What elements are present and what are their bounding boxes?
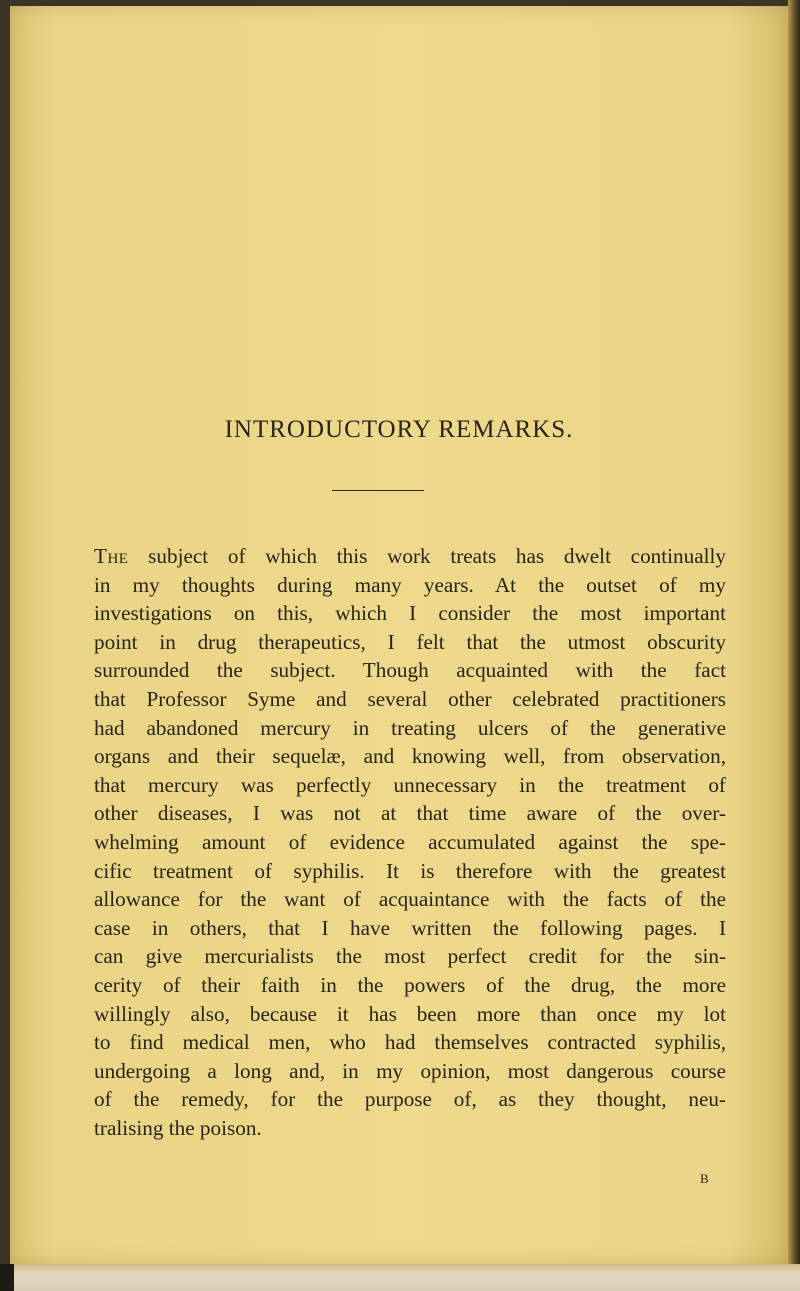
book-page: [10, 6, 788, 1264]
book-bottom-edge: [0, 1264, 800, 1291]
text-line-3: investigations on this, which I consider the most important: [94, 601, 726, 626]
text-line-21: tralising the poison.: [94, 1115, 262, 1140]
text-line-4: point in drug therapeutics, I felt that the utmost obscurity: [94, 629, 726, 654]
text-line-5: surrounded the subject. Though acquainted with the fact: [94, 658, 726, 683]
dark-corner: [0, 1264, 14, 1291]
text-line-12: cific treatment of syphilis. It is therefore with the greatest: [94, 858, 726, 883]
text-line-13: allowance for the want of acquaintance with the facts of the: [94, 887, 726, 912]
text-line-10: other diseases, I was not at that time aware of the over-: [94, 801, 726, 826]
chapter-title: INTRODUCTORY REMARKS.: [224, 416, 574, 443]
text-line-6: that Professor Syme and several other celebrated practitioners: [94, 686, 726, 711]
first-word-small-caps: The: [94, 544, 129, 568]
title-divider-rule: [332, 490, 424, 491]
signature-mark: B: [700, 1171, 709, 1186]
text-line-2: in my thoughts during many years. At the outset of my: [94, 572, 726, 597]
text-line-20: of the remedy, for the purpose of, as they thought, neu-: [94, 1087, 726, 1112]
text-line-15: can give mercurialists the most perfect credit for the sin-: [94, 944, 726, 969]
text-line-11: whelming amount of evidence accumulated against the spe-: [94, 829, 726, 854]
text-line-8: organs and their sequelæ, and knowing well, from observation,: [94, 744, 726, 769]
book-fore-edge: [788, 0, 800, 1291]
text-line-14: case in others, that I have written the following pages. I: [94, 915, 726, 940]
text-line-7: had abandoned mercury in treating ulcers of the generative: [94, 715, 726, 740]
text-line-19: undergoing a long and, in my opinion, most dangerous course: [94, 1058, 726, 1083]
text-line-18: to find medical men, who had themselves contracted syphilis,: [94, 1030, 726, 1055]
text-line-16: cerity of their faith in the powers of the drug, the more: [94, 972, 726, 997]
text-line-17: willingly also, because it has been more than once my lot: [94, 1001, 726, 1026]
text-line-9: that mercury was perfectly unnecessary in the treatment of: [94, 772, 726, 797]
body-paragraph: [94, 542, 726, 1142]
text-line-1: The subject of which this work treats has dwelt continually: [94, 544, 726, 568]
